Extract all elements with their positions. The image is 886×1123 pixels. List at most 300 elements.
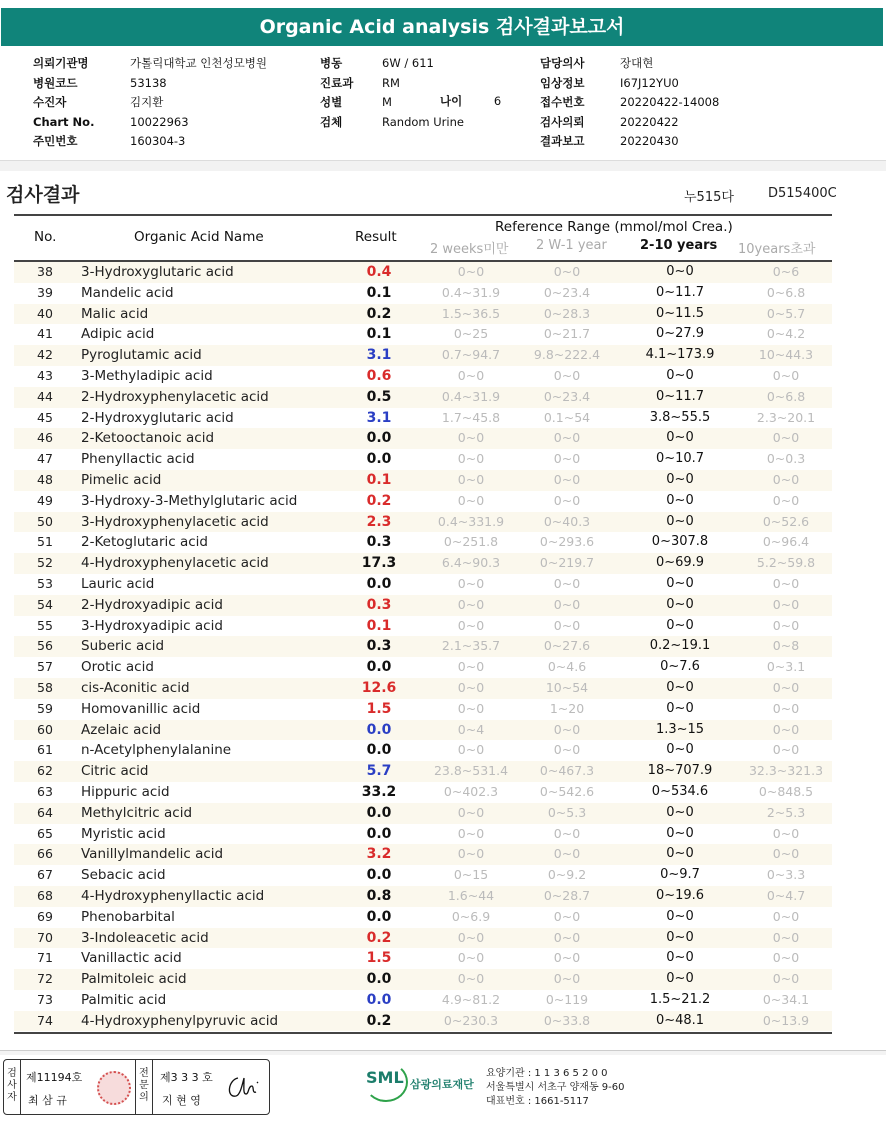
ref-over-10-years: 5.2~59.8	[756, 555, 816, 571]
ref-2w-1y: 0~33.8	[543, 1012, 591, 1028]
compound-name: 4-Hydroxyphenylacetic acid	[81, 555, 269, 572]
ref-2-10-years: 0~307.8	[651, 534, 709, 550]
ref-over-10-years: 0~0	[772, 971, 800, 987]
ref-over-10-years: 0~4.7	[766, 887, 806, 903]
row-number: 43	[37, 367, 53, 383]
row-number: 41	[37, 326, 53, 342]
row-number: 61	[37, 742, 53, 758]
info-row	[320, 74, 464, 94]
ref-over-10-years: 0~0	[772, 825, 800, 841]
address-line-2: 서울특별시 서초구 양재동 9-60	[486, 1082, 625, 1093]
info-label: Chart No.	[33, 114, 95, 129]
ref-under-2-weeks: 0~0	[457, 659, 485, 675]
row-number: 50	[37, 513, 53, 529]
ref-2-10-years: 0~69.9	[655, 555, 705, 571]
examiner-name: 최 삼 규	[28, 1094, 67, 1107]
ref-under-2-weeks: 0~0	[457, 929, 485, 945]
table-row	[14, 865, 832, 886]
row-number: 68	[37, 887, 53, 903]
compound-name: Orotic acid	[81, 659, 154, 676]
table-header	[14, 212, 832, 260]
compound-name: 3-Indoleacetic acid	[81, 929, 209, 946]
ref-2w-1y: 0~293.6	[539, 534, 595, 550]
table-row	[14, 262, 832, 283]
result-value: 0.0	[366, 825, 392, 842]
compound-name: Phenyllactic acid	[81, 451, 195, 468]
compound-name: 2-Ketoglutaric acid	[81, 534, 208, 551]
compound-name: Palmitic acid	[81, 991, 167, 1008]
table-row	[14, 449, 832, 470]
compound-name: 4-Hydroxyphenyllactic acid	[81, 887, 265, 904]
age-info	[440, 93, 501, 109]
ref-over-10-years: 2~5.3	[766, 804, 806, 820]
row-number: 48	[37, 471, 53, 487]
examiner-label: 검사자	[7, 1068, 17, 1103]
ref-2w-1y: 0~0	[553, 430, 581, 446]
info-row	[540, 132, 719, 152]
row-number: 57	[37, 659, 53, 675]
ref-2w-1y: 0~0	[553, 908, 581, 924]
ref-2w-1y: 1~20	[549, 700, 585, 716]
compound-name: cis-Aconitic acid	[81, 679, 190, 696]
ref-2w-1y: 0~0	[553, 950, 581, 966]
org-name: 삼광의료재단	[410, 1078, 474, 1091]
row-number: 59	[37, 700, 53, 716]
table-row	[14, 304, 832, 325]
ref-2w-1y: 0~542.6	[539, 783, 595, 799]
ref-2w-1y: 0~27.6	[543, 638, 591, 654]
info-value: 160304-3	[130, 134, 186, 148]
ref-under-2-weeks: 1.6~44	[447, 887, 495, 903]
ref-under-2-weeks: 0~6.9	[451, 908, 491, 924]
compound-name: 3-Methyladipic acid	[81, 367, 213, 384]
ref-2w-1y: 0~4.6	[547, 659, 587, 675]
header-reference: Reference Range (mmol/mol Crea.)	[495, 219, 733, 235]
info-row	[540, 74, 719, 94]
ref-over-10-years: 0~0	[772, 575, 800, 591]
patient-info-col3	[540, 54, 719, 152]
ref-2w-1y: 0~0	[553, 367, 581, 383]
compound-name: Pimelic acid	[81, 471, 162, 488]
ref-2-10-years: 0~0	[666, 846, 694, 862]
compound-name: Myristic acid	[81, 825, 166, 842]
result-value: 0.0	[366, 804, 392, 821]
row-number: 69	[37, 908, 53, 924]
table-row	[14, 324, 832, 345]
report-title: Organic Acid analysis 검사결과보고서	[1, 8, 883, 46]
ref-2-10-years: 18~707.9	[647, 763, 713, 779]
result-value: 0.0	[366, 908, 392, 925]
ref-2-10-years: 0~7.6	[660, 659, 700, 675]
ref-2w-1y: 0~0	[553, 971, 581, 987]
table-row	[14, 699, 832, 720]
age-label: 나이	[440, 94, 463, 108]
table-row	[14, 782, 832, 803]
row-number: 40	[37, 305, 53, 321]
ref-under-2-weeks: 1.7~45.8	[441, 409, 501, 425]
row-number: 42	[37, 347, 53, 363]
seal-stamp	[97, 1071, 131, 1105]
table-row	[14, 595, 832, 616]
ref-over-10-years: 0~848.5	[758, 783, 814, 799]
compound-name: Pyroglutamic acid	[81, 347, 202, 364]
ref-2-10-years: 0~0	[666, 617, 694, 633]
info-value: 20220422	[620, 114, 679, 129]
compound-name: Adipic acid	[81, 326, 155, 343]
info-label: 진료과	[320, 75, 354, 90]
result-value: 0.1	[366, 617, 392, 634]
ref-2w-1y: 0~0	[553, 721, 581, 737]
table-row	[14, 844, 832, 865]
row-number: 62	[37, 763, 53, 779]
ref-2-10-years: 0~11.5	[655, 305, 705, 321]
info-label: 수진자	[33, 95, 67, 109]
table-row	[14, 532, 832, 553]
ref-2w-1y: 0~0	[553, 929, 581, 945]
ref-under-2-weeks: 0~402.3	[443, 783, 499, 799]
info-value: 20220422-14008	[620, 95, 720, 109]
ref-2-10-years: 0~0	[666, 679, 694, 695]
ref-under-2-weeks: 0.7~94.7	[441, 347, 501, 363]
ref-over-10-years: 0~0	[772, 596, 800, 612]
compound-name: Malic acid	[81, 305, 149, 322]
compound-name: Citric acid	[81, 763, 149, 780]
result-value: 1.5	[366, 950, 392, 967]
ref-under-2-weeks: 0~0	[457, 471, 485, 487]
compound-name: 2-Hydroxyadipic acid	[81, 596, 223, 613]
table-row	[14, 740, 832, 761]
info-value: 6W / 611	[382, 56, 434, 70]
info-value: 10022963	[130, 114, 189, 129]
ref-under-2-weeks: 0~0	[457, 617, 485, 633]
table-row	[14, 657, 832, 678]
compound-name: n-Acetylphenylalanine	[81, 742, 232, 759]
row-number: 67	[37, 867, 53, 883]
patient-info-col1	[33, 54, 267, 152]
info-row	[33, 54, 267, 74]
ref-2-10-years: 0~0	[666, 971, 694, 987]
examiner-number: 제11194호	[26, 1071, 83, 1084]
result-value: 0.3	[366, 534, 392, 551]
result-value: 5.7	[366, 763, 392, 780]
ref-over-10-years: 0~4.2	[766, 326, 806, 342]
info-label: 임상정보	[540, 75, 585, 90]
info-value: Random Urine	[382, 114, 464, 129]
compound-name: 3-Hydroxyadipic acid	[81, 617, 223, 634]
table-row	[14, 1011, 832, 1032]
ref-under-2-weeks: 1.5~36.5	[441, 305, 501, 321]
compound-name: 2-Hydroxyglutaric acid	[81, 409, 234, 426]
info-value: 가톨릭대학교 인천성모병원	[130, 56, 267, 70]
table-row	[14, 345, 832, 366]
result-value: 0.1	[366, 284, 392, 301]
compound-name: Vanillactic acid	[81, 950, 182, 967]
table-row	[14, 948, 832, 969]
compound-name: 4-Hydroxyphenylpyruvic acid	[81, 1012, 279, 1029]
section-separator	[0, 160, 886, 171]
ref-under-2-weeks: 0.4~31.9	[441, 388, 501, 404]
ref-under-2-weeks: 0~0	[457, 804, 485, 820]
result-value: 2.3	[366, 513, 392, 530]
ref-2-10-years: 0~10.7	[655, 451, 705, 467]
info-row	[33, 74, 267, 94]
ref-2-10-years: 0~534.6	[651, 783, 709, 799]
compound-name: Vanillylmandelic acid	[81, 846, 224, 863]
result-value: 1.5	[366, 700, 392, 717]
ref-2w-1y: 0~119	[545, 991, 589, 1007]
ref-over-10-years: 2.3~20.1	[756, 409, 816, 425]
row-number: 38	[37, 264, 53, 279]
result-value: 0.5	[366, 388, 392, 405]
ref-2-10-years: 0~0	[666, 471, 694, 487]
logo-text: SML	[366, 1068, 404, 1087]
result-value: 0.0	[366, 867, 392, 884]
result-value: 3.1	[366, 347, 392, 364]
table-row	[14, 907, 832, 928]
ref-2-10-years: 0~0	[666, 908, 694, 924]
ref-col-1: 2 weeks미만	[430, 242, 509, 257]
table-row	[14, 636, 832, 657]
ref-2-10-years: 0~0	[666, 367, 694, 383]
ref-2w-1y: 0~28.3	[543, 305, 591, 321]
row-number: 55	[37, 617, 53, 633]
results-table	[14, 262, 832, 1031]
compound-name: Hippuric acid	[81, 783, 170, 800]
info-value: 53138	[130, 75, 167, 90]
info-value: RM	[382, 75, 400, 90]
info-row	[320, 113, 464, 133]
row-number: 44	[37, 388, 53, 404]
section-title: 검사결과	[6, 184, 80, 206]
ref-2-10-years: 1.5~21.2	[649, 991, 711, 1007]
ref-2-10-years: 0~19.6	[655, 887, 705, 903]
ref-over-10-years: 0~0	[772, 700, 800, 716]
ref-under-2-weeks: 0~251.8	[443, 534, 499, 550]
result-value: 3.2	[366, 846, 392, 863]
result-value: 0.0	[366, 971, 392, 988]
ref-over-10-years: 0~3.1	[766, 659, 806, 675]
ref-2-10-years: 0~0	[666, 929, 694, 945]
result-value: 0.2	[366, 305, 392, 322]
ref-under-2-weeks: 2.1~35.7	[441, 638, 501, 654]
compound-name: Azelaic acid	[81, 721, 162, 738]
table-row	[14, 574, 832, 595]
box-divider	[135, 1060, 136, 1114]
ref-over-10-years: 0~6.8	[766, 388, 806, 404]
result-value: 0.0	[366, 742, 392, 759]
table-row	[14, 470, 832, 491]
result-value: 33.2	[361, 783, 397, 800]
ref-2-10-years: 0~0	[666, 804, 694, 820]
ref-over-10-years: 0~0.3	[766, 451, 806, 467]
ref-over-10-years: 0~13.9	[762, 1012, 810, 1028]
compound-name: 3-Hydroxyglutaric acid	[81, 264, 234, 280]
table-bottom-rule	[14, 1032, 832, 1034]
ref-2-10-years: 0~0	[666, 264, 694, 279]
ref-2w-1y: 0~9.2	[547, 867, 587, 883]
ref-over-10-years: 0~0	[772, 846, 800, 862]
ref-col-4: 10years초과	[738, 242, 816, 257]
report-code-2: D515400C	[768, 186, 837, 201]
ref-over-10-years: 0~0	[772, 617, 800, 633]
ref-2-10-years: 0~0	[666, 575, 694, 591]
compound-name: Lauric acid	[81, 575, 155, 592]
ref-2w-1y: 0~40.3	[543, 513, 591, 529]
ref-2w-1y: 0~0	[553, 264, 581, 279]
address-line-1: 요양기관 : 1 1 3 6 5 2 0 0	[486, 1068, 608, 1079]
ref-2w-1y: 0~0	[553, 617, 581, 633]
result-value: 0.8	[366, 887, 392, 904]
row-number: 60	[37, 721, 53, 737]
result-value: 0.2	[366, 1012, 392, 1029]
compound-name: 2-Ketooctanoic acid	[81, 430, 215, 447]
row-number: 45	[37, 409, 53, 425]
ref-2-10-years: 0~0	[666, 825, 694, 841]
table-row	[14, 366, 832, 387]
row-number: 52	[37, 555, 53, 571]
info-value: 장대현	[620, 56, 654, 70]
result-value: 0.3	[366, 596, 392, 613]
ref-2w-1y: 0~467.3	[539, 763, 595, 779]
ref-2w-1y: 0~0	[553, 451, 581, 467]
result-value: 0.0	[366, 430, 392, 447]
info-row	[33, 132, 267, 152]
compound-name: Sebacic acid	[81, 867, 166, 884]
table-row	[14, 678, 832, 699]
compound-name: Palmitoleic acid	[81, 971, 187, 988]
ref-2-10-years: 0~0	[666, 430, 694, 446]
ref-over-10-years: 0~8	[772, 638, 800, 654]
ref-2w-1y: 9.8~222.4	[533, 347, 601, 363]
ref-2-10-years: 0~11.7	[655, 284, 705, 300]
info-row	[540, 113, 719, 133]
ref-2-10-years: 0~0	[666, 950, 694, 966]
ref-over-10-years: 0~0	[772, 492, 800, 508]
ref-under-2-weeks: 0~230.3	[443, 1012, 499, 1028]
result-value: 0.1	[366, 326, 392, 343]
info-value: I67J12YU0	[620, 75, 679, 90]
specialist-name: 지 현 영	[162, 1094, 201, 1107]
row-number: 74	[37, 1012, 53, 1028]
ref-2w-1y: 0~0	[553, 575, 581, 591]
ref-over-10-years: 0~5.7	[766, 305, 806, 321]
ref-under-2-weeks: 0~0	[457, 451, 485, 467]
ref-over-10-years: 0~0	[772, 929, 800, 945]
compound-name: Methylcitric acid	[81, 804, 193, 821]
ref-under-2-weeks: 0~0	[457, 492, 485, 508]
compound-name: Phenobarbital	[81, 908, 175, 925]
table-row	[14, 553, 832, 574]
row-number: 66	[37, 846, 53, 862]
ref-under-2-weeks: 0~0	[457, 575, 485, 591]
ref-over-10-years: 0~0	[772, 430, 800, 446]
ref-under-2-weeks: 4.9~81.2	[441, 991, 501, 1007]
ref-under-2-weeks: 0~0	[457, 596, 485, 612]
result-value: 0.0	[366, 721, 392, 738]
ref-2-10-years: 0~27.9	[655, 326, 705, 342]
ref-over-10-years: 0~0	[772, 742, 800, 758]
table-row	[14, 969, 832, 990]
ref-2w-1y: 0~0	[553, 471, 581, 487]
ref-2-10-years: 1.3~15	[655, 721, 705, 737]
result-value: 0.6	[366, 367, 392, 384]
ref-2-10-years: 0~48.1	[655, 1012, 705, 1028]
ref-over-10-years: 0~3.3	[766, 867, 806, 883]
info-label: 병동	[320, 56, 343, 70]
row-number: 65	[37, 825, 53, 841]
result-value: 0.0	[366, 575, 392, 592]
age-value: 6	[493, 94, 502, 108]
ref-over-10-years: 0~96.4	[762, 534, 810, 550]
ref-over-10-years: 0~6.8	[766, 284, 806, 300]
ref-2-10-years: 0~11.7	[655, 388, 705, 404]
specialist-number: 제3 3 3 호	[160, 1071, 213, 1084]
ref-2w-1y: 0~21.7	[543, 326, 591, 342]
ref-over-10-years: 0~0	[772, 367, 800, 383]
info-value: 20220430	[620, 134, 679, 148]
info-value: 김지환	[130, 95, 164, 109]
row-number: 70	[37, 929, 53, 945]
info-row	[540, 93, 719, 113]
result-value: 0.2	[366, 929, 392, 946]
ref-under-2-weeks: 23.8~531.4	[433, 763, 509, 779]
table-row	[14, 886, 832, 907]
info-row	[320, 54, 464, 74]
ref-under-2-weeks: 0.4~331.9	[437, 513, 505, 529]
ref-2w-1y: 0~23.4	[543, 284, 591, 300]
compound-name: 3-Hydroxyphenylacetic acid	[81, 513, 269, 530]
ref-under-2-weeks: 0~0	[457, 825, 485, 841]
info-label: 의뢰기관명	[33, 56, 89, 70]
table-row	[14, 720, 832, 741]
table-row	[14, 428, 832, 449]
header-no: No.	[34, 229, 57, 245]
ref-col-3: 2-10 years	[640, 238, 718, 253]
compound-name: Mandelic acid	[81, 284, 174, 301]
ref-2w-1y: 0~0	[553, 492, 581, 508]
row-number: 58	[37, 679, 53, 695]
ref-2-10-years: 0~0	[666, 492, 694, 508]
ref-2-10-years: 0~0	[666, 596, 694, 612]
ref-over-10-years: 0~52.6	[762, 513, 810, 529]
result-value: 0.1	[366, 471, 392, 488]
ref-2w-1y: 0~0	[553, 846, 581, 862]
info-label: 주민번호	[33, 134, 78, 148]
header-name: Organic Acid Name	[134, 229, 264, 245]
ref-2w-1y: 0~5.3	[547, 804, 587, 820]
table-row	[14, 408, 832, 429]
report-code-1: 누515다	[684, 190, 734, 205]
ref-2-10-years: 3.8~55.5	[649, 409, 711, 425]
result-value: 0.3	[366, 638, 392, 655]
result-value: 0.4	[366, 264, 392, 280]
ref-under-2-weeks: 0~0	[457, 430, 485, 446]
ref-over-10-years: 0~0	[772, 721, 800, 737]
ref-under-2-weeks: 0~0	[457, 264, 485, 279]
ref-under-2-weeks: 0~15	[453, 867, 489, 883]
ref-under-2-weeks: 0~0	[457, 367, 485, 383]
row-number: 47	[37, 451, 53, 467]
box-divider	[152, 1060, 153, 1114]
compound-name: Suberic acid	[81, 638, 165, 655]
address-line-3: 대표번호 : 1661-5117	[486, 1096, 589, 1107]
ref-over-10-years: 0~34.1	[762, 991, 810, 1007]
ref-2-10-years: 4.1~173.9	[645, 347, 715, 363]
ref-2w-1y: 0~219.7	[539, 555, 595, 571]
header-result: Result	[355, 229, 397, 245]
ref-2w-1y: 10~54	[545, 679, 589, 695]
info-value: M	[382, 95, 392, 109]
